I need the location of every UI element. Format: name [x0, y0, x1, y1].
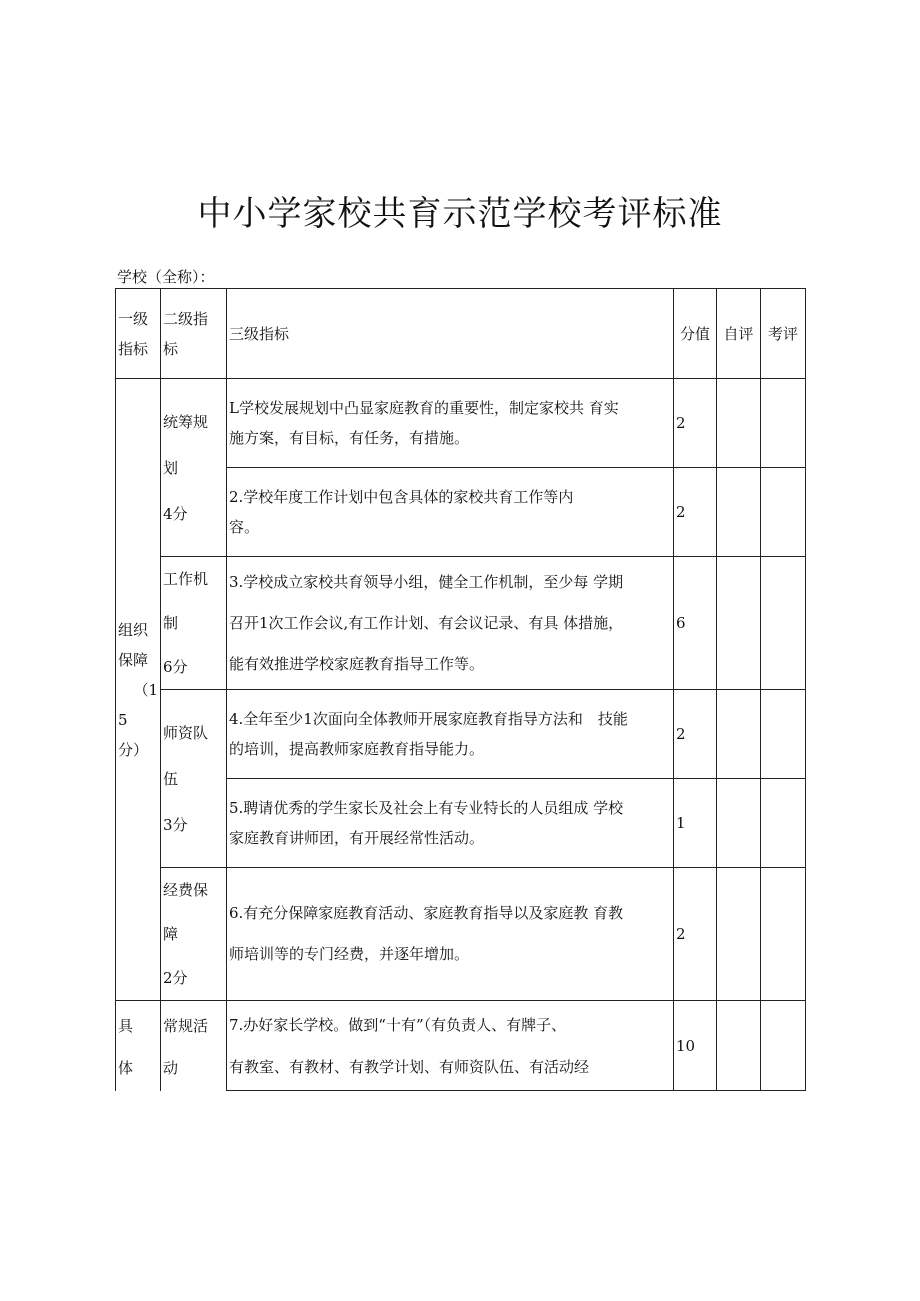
self-eval-cell[interactable] — [717, 468, 761, 557]
criterion-6: 6.有充分保障家庭教育活动、家庭教育指导以及家庭教 育教 师培训等的专门经费，并逐年增加。 — [227, 868, 674, 1001]
level2-teaching-staff: 师资队 伍 3分 — [161, 690, 227, 868]
header-level2: 二级指 标 — [161, 289, 227, 379]
level2-funding: 经费保 障 2分 — [161, 868, 227, 1001]
table-row — [116, 690, 806, 779]
criterion-3: 3.学校成立家校共育领导小组，健全工作机制，至少每 学期 召开1次工作会议,有工作计划、有会议记录、有具 体措施， 能有效推进学校家庭教育指导工作等。 — [227, 557, 674, 690]
criterion-4: 4.全年至少1次面向全体教师开展家庭教育指导方法和 技能 的培训，提高教师家庭教育指导能力。 — [227, 690, 674, 779]
header-self-eval: 自评 — [717, 289, 761, 379]
table-row — [116, 379, 806, 468]
self-eval-cell[interactable] — [717, 779, 761, 868]
header-review: 考评 — [761, 289, 806, 379]
score-5: 1 — [674, 779, 717, 868]
review-cell[interactable] — [761, 690, 806, 779]
level2-work-mechanism: 工作机 制 6分 — [161, 557, 227, 690]
table-row — [116, 557, 806, 690]
review-cell[interactable] — [761, 868, 806, 1001]
criterion-1: L学校发展规划中凸显家庭教育的重要性，制定家校共 育实 施方案，有目标，有任务，有措施。 — [227, 379, 674, 468]
table-header-row — [116, 289, 806, 379]
score-4: 2 — [674, 690, 717, 779]
level2-routine-activities: 常规活 动 — [161, 1001, 227, 1091]
score-6: 2 — [674, 868, 717, 1001]
level1-specific: 具 体 — [116, 1001, 161, 1091]
self-eval-cell[interactable] — [717, 690, 761, 779]
evaluation-table — [115, 288, 806, 1091]
criterion-2: 2.学校年度工作计划中包含具体的家校共育工作等内 容。 — [227, 468, 674, 557]
level1-org-guarantee: 组织 保障 （1 5 分） — [116, 379, 161, 1001]
self-eval-cell[interactable] — [717, 379, 761, 468]
review-cell[interactable] — [761, 379, 806, 468]
header-level3: 三级指标 — [227, 289, 674, 379]
criterion-5: 5.聘请优秀的学生家长及社会上有专业特长的人员组成 学校 家庭教育讲师团，有开展经常性活动。 — [227, 779, 674, 868]
self-eval-cell[interactable] — [717, 1001, 761, 1091]
level2-planning: 统筹规 划 4分 — [161, 379, 227, 557]
table-row — [116, 868, 806, 1001]
score-1: 2 — [674, 379, 717, 468]
self-eval-cell[interactable] — [717, 868, 761, 1001]
review-cell[interactable] — [761, 779, 806, 868]
header-score: 分值 — [674, 289, 717, 379]
review-cell[interactable] — [761, 468, 806, 557]
score-3: 6 — [674, 557, 717, 690]
score-2: 2 — [674, 468, 717, 557]
score-7: 10 — [674, 1001, 717, 1091]
table-row — [116, 1001, 806, 1091]
self-eval-cell[interactable] — [717, 557, 761, 690]
school-name-label: 学校（全称）： — [117, 268, 215, 286]
review-cell[interactable] — [761, 1001, 806, 1091]
header-level1: 一级 指标 — [116, 289, 161, 379]
review-cell[interactable] — [761, 557, 806, 690]
page-title: 中小学家校共育示范学校考评标准 — [197, 194, 723, 234]
criterion-7: 7.办好家长学校。做到“十有”（有负责人、有牌子、 有教室、有教材、有教学计划、有师资队伍、有活动经 — [227, 1001, 674, 1091]
